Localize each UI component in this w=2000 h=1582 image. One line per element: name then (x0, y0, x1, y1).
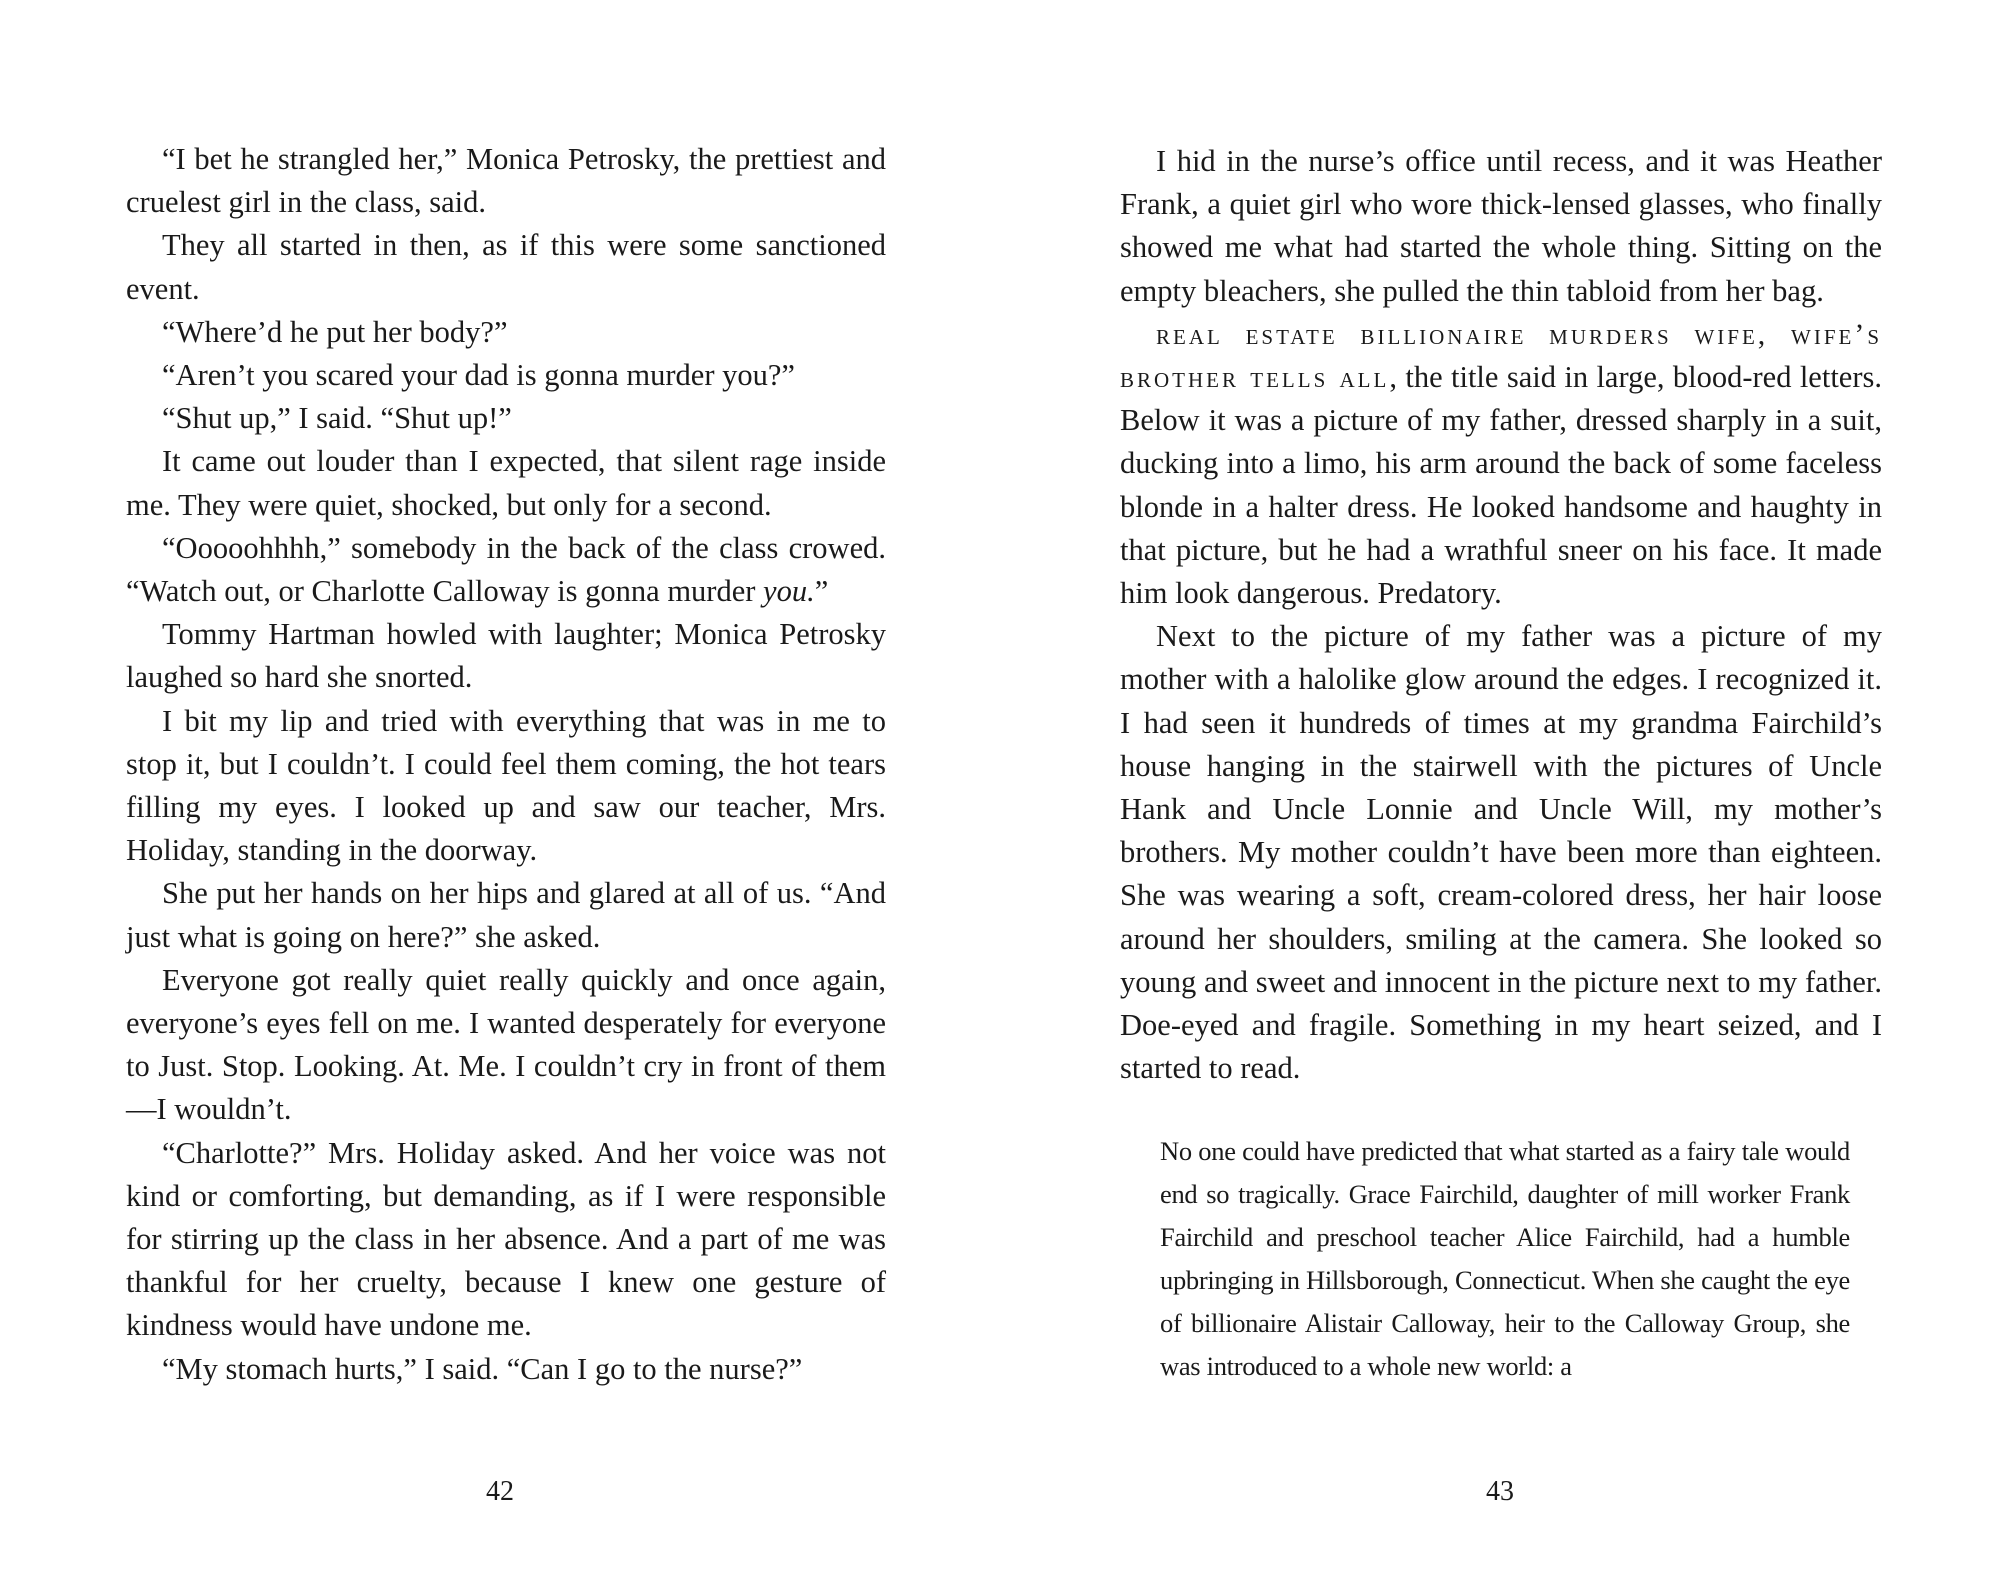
right-page-body (1120, 140, 1882, 1090)
closing-quote: ” (814, 574, 829, 609)
left-page-body (126, 138, 886, 1391)
page-number: 42 (486, 1476, 514, 1507)
paragraph: They all started in then, as if this were some sanctioned event. (126, 228, 886, 306)
paragraph: “Shut up,” I said. “Shut up!” (162, 401, 512, 436)
paragraph: Everyone got really quiet really quickly and once again, everyone’s eyes fell on me. I wanted desperately for everyone to Just. Stop. Looking. At. Me. I couldn’t cry in front of them—I wouldn’t. (126, 962, 886, 1127)
page-number: 43 (1486, 1476, 1514, 1507)
italic-word: you. (763, 574, 815, 609)
paragraph: Tommy Hartman howled with laughter; Monica Petrosky laughed so hard she snorted. (126, 617, 886, 695)
right-page (1000, 0, 2000, 1582)
paragraph: “Aren’t you scared your dad is gonna murder you?” (162, 358, 795, 393)
paragraph: I hid in the nurse’s office until recess, and it was Heather Frank, a quiet girl who wore thick-lensed glasses, who finally showed me what had started the whole thing. Sitting on the empty bleachers, she pulled the thin tabloid from her bag. (1120, 144, 1882, 308)
paragraph: “Charlotte?” Mrs. Holiday asked. And her voice was not kind or comforting, but demanding, as if I were responsible for stirring up the class in her absence. And a part of me was thankful for her cruelty, because I knew one gesture of kindness would have undone me. (126, 1135, 886, 1343)
article-text: No one could have predicted that what started as a fairy tale would end so tragically. Grace Fairchild, daughter of mill worker Frank Fairchild and preschool teacher Alice Fairchild, had a humble upbringing in Hillsborough, Connecticut. When she caught the eye of billionaire Alistair Calloway, heir to the Calloway Group, she was introduced to a whole new world: a (1160, 1136, 1850, 1381)
paragraph: She put her hands on her hips and glared at all of us. “And just what is going on here?” she asked. (126, 876, 886, 954)
tabloid-article-excerpt (1160, 1130, 1850, 1388)
paragraph-text: “Ooooohhhh,” somebody in the back of the class crowed. “Watch out, or Charlotte Calloway is gonna murder (126, 530, 886, 609)
paragraph (1120, 313, 1882, 615)
paragraph: I bit my lip and tried with everything that was in me to stop it, but I couldn’t. I could feel them coming, the hot tears filling my eyes. I looked up and saw our teacher, Mrs. Holiday, standing in the doorway. (126, 703, 886, 868)
paragraph: “My stomach hurts,” I said. “Can I go to the nurse?” (162, 1351, 803, 1386)
paragraph-text: , the title said in large, blood-red letters. Below it was a picture of my father, dressed sharply in a suit, ducking into a limo, his arm around the back of some faceless blonde in a halter dress. He looked handsome and haughty in that picture, but he had a wrathful sneer on his face. It made him look dangerous. Predatory. (1120, 360, 1882, 611)
tabloid-headline: real estate billionaire murders wife, wife’s brother tells all (1120, 317, 1882, 395)
paragraph: “I bet he strangled her,” Monica Petrosky, the prettiest and cruelest girl in the class, said. (126, 142, 886, 220)
paragraph: It came out louder than I expected, that silent rage inside me. They were quiet, shocked, but only for a second. (126, 444, 886, 522)
paragraph (126, 527, 886, 613)
paragraph: Next to the picture of my father was a picture of my mother with a halolike glow around the edges. I recognized it. I had seen it hundreds of times at my grandma Fairchild’s house hanging in the stairwell with the pictures of Uncle Hank and Uncle Lonnie and Uncle Will, my mother’s brothers. My mother couldn’t have been more than eighteen. She was wearing a soft, cream-colored dress, her hair loose around her shoulders, smiling at the camera. She looked so young and sweet and innocent in the picture next to my father. Doe-eyed and fragile. Something in my heart seized, and I started to read. (1120, 619, 1882, 1086)
paragraph: “Where’d he put her body?” (162, 314, 508, 349)
